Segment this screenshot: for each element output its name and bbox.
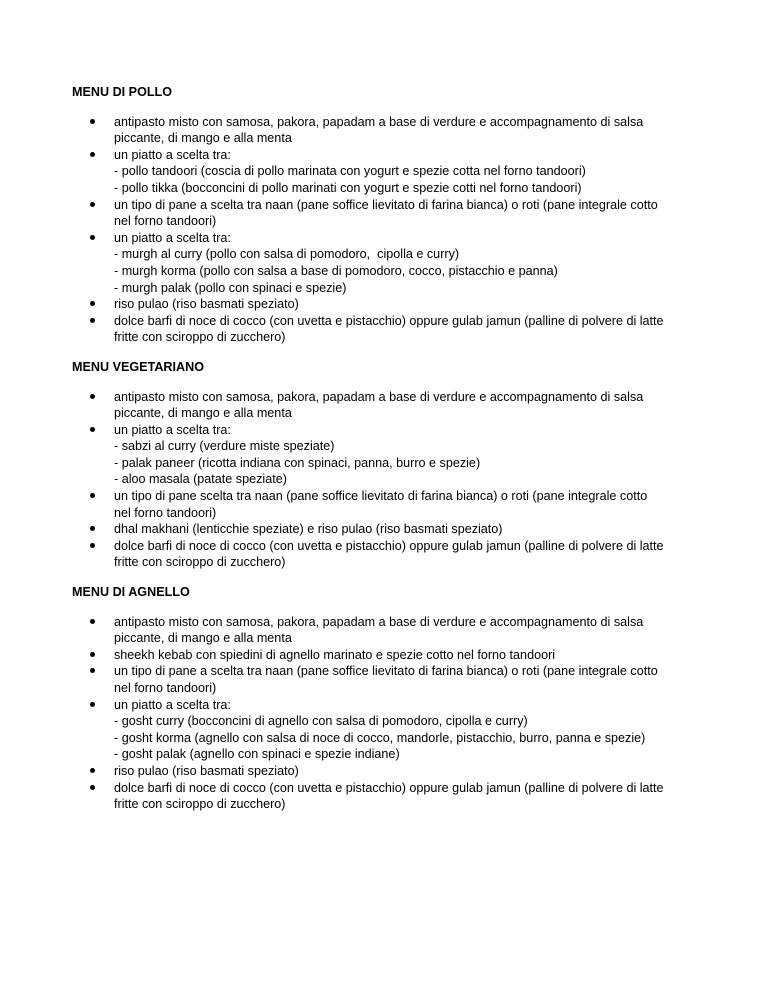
item-text-continuation: piccante, di mango e alla menta <box>114 131 292 146</box>
bullet-icon <box>84 697 100 714</box>
bullet-icon <box>84 422 100 439</box>
item-text: dhal makhani (lenticchie speziate) e riso pulao (riso basmati speziato) <box>114 522 503 537</box>
item-text-continuation: - palak paneer (ricotta indiana con spinaci, panna, burro e spezie) <box>114 455 481 470</box>
item-text-continuation: fritte con sciroppo di zucchero) <box>114 797 286 812</box>
item-text-continuation: - murgh al curry (pollo con salsa di pomodoro, cipolla e curry) <box>114 247 460 262</box>
bullet-icon <box>84 230 100 247</box>
section-heading: MENU VEGETARIANO <box>72 359 205 374</box>
section-menu-di-agnello <box>72 584 708 813</box>
bullet-icon <box>84 521 100 538</box>
item-text-continuation: - pollo tandoori (coscia di pollo marinata con yogurt e spezie cotta nel forno tandoori) <box>114 164 586 179</box>
list-item <box>72 663 708 696</box>
list-item <box>72 538 708 571</box>
list-item <box>72 614 708 647</box>
bullet-icon <box>84 296 100 313</box>
item-text-continuation: - gosht korma (agnello con salsa di noce di cocco, mandorle, pistacchio, burro, panna e spezie) <box>114 730 646 745</box>
bullet-icon <box>84 763 100 780</box>
list-item <box>72 488 708 521</box>
bullet-icon <box>84 614 100 631</box>
list-item <box>72 197 708 230</box>
list-item <box>72 763 708 780</box>
item-text: un tipo di pane scelta tra naan (pane soffice lievitato di farina bianca) o roti (pane integrale cotto <box>114 489 648 504</box>
bullet-icon <box>84 389 100 406</box>
list-item <box>72 230 708 296</box>
list-item <box>72 389 708 422</box>
bullet-icon <box>84 114 100 131</box>
bullet-icon <box>84 197 100 214</box>
list-item <box>72 521 708 538</box>
item-text: un tipo di pane a scelta tra naan (pane soffice lievitato di farina bianca) o roti (pane integrale cotto <box>114 197 658 212</box>
item-text: riso pulao (riso basmati speziato) <box>114 297 299 312</box>
item-text: antipasto misto con samosa, pakora, papadam a base di verdure e accompagnamento di salsa <box>114 614 644 629</box>
item-text-continuation: - sabzi al curry (verdure miste speziate) <box>114 439 335 454</box>
list-item <box>72 296 708 313</box>
item-text-continuation: - gosht curry (bocconcini di agnello con salsa di pomodoro, cipolla e curry) <box>114 714 528 729</box>
bullet-icon <box>84 647 100 664</box>
bullet-list <box>72 114 708 346</box>
list-item <box>72 147 708 197</box>
menu-sections <box>72 84 708 813</box>
item-text: un piatto a scelta tra: <box>114 422 231 437</box>
item-text-continuation: nel forno tandoori) <box>114 681 217 695</box>
bullet-icon <box>84 663 100 680</box>
item-text-continuation: nel forno tandoori) <box>114 505 217 520</box>
item-text: riso pulao (riso basmati speziato) <box>114 763 299 778</box>
bullet-icon <box>84 538 100 555</box>
list-item <box>72 422 708 488</box>
item-text-continuation: fritte con sciroppo di zucchero) <box>114 330 286 345</box>
item-text-continuation: nel forno tandoori) <box>114 214 217 229</box>
bullet-icon <box>84 313 100 330</box>
list-item <box>72 313 708 346</box>
item-text-continuation: - murgh palak (pollo con spinaci e spezie) <box>114 280 347 295</box>
item-text: un piatto a scelta tra: <box>114 230 231 245</box>
item-text-continuation: - aloo masala (patate speziate) <box>114 472 287 487</box>
item-text: un piatto a scelta tra: <box>114 697 231 712</box>
bullet-icon <box>84 780 100 797</box>
item-text-continuation: piccante, di mango e alla menta <box>114 406 292 421</box>
item-text: dolce barfi di noce di cocco (con uvetta e pistacchio) oppure gulab jamun (palline di polvere di latte <box>114 313 664 328</box>
list-item <box>72 647 708 664</box>
item-text: un tipo di pane a scelta tra naan (pane soffice lievitato di farina bianca) o roti (pane integrale cotto <box>114 664 658 679</box>
item-text-continuation: - pollo tikka (bocconcini di pollo marinati con yogurt e spezie cotti nel forno tandoori) <box>114 180 582 195</box>
section-menu-vegetariano <box>72 359 708 571</box>
item-text: antipasto misto con samosa, pakora, papadam a base di verdure e accompagnamento di salsa <box>114 114 644 129</box>
bullet-list <box>72 614 708 813</box>
list-item <box>72 114 708 147</box>
item-text-continuation: - gosht palak (agnello con spinaci e spezie indiane) <box>114 747 400 762</box>
item-text: sheekh kebab con spiedini di agnello marinato e spezie cotto nel forno tandoori <box>114 647 556 662</box>
item-text: dolce barfi di noce di cocco (con uvetta e pistacchio) oppure gulab jamun (palline di polvere di latte <box>114 538 664 553</box>
list-item <box>72 780 708 813</box>
bullet-icon <box>84 488 100 505</box>
item-text: dolce barfi di noce di cocco (con uvetta e pistacchio) oppure gulab jamun (palline di polvere di latte <box>114 780 664 795</box>
item-text-continuation: fritte con sciroppo di zucchero) <box>114 555 286 570</box>
item-text-continuation: piccante, di mango e alla menta <box>114 631 292 646</box>
bullet-list <box>72 389 708 572</box>
item-text: antipasto misto con samosa, pakora, papadam a base di verdure e accompagnamento di salsa <box>114 389 644 404</box>
section-menu-di-pollo <box>72 84 708 346</box>
item-text-continuation: - murgh korma (pollo con salsa a base di pomodoro, cocco, pistacchio e panna) <box>114 263 558 278</box>
item-text: un piatto a scelta tra: <box>114 147 231 162</box>
bullet-icon <box>84 147 100 164</box>
section-heading: MENU DI AGNELLO <box>72 585 190 600</box>
section-heading: MENU DI POLLO <box>72 85 173 99</box>
list-item <box>72 697 708 763</box>
